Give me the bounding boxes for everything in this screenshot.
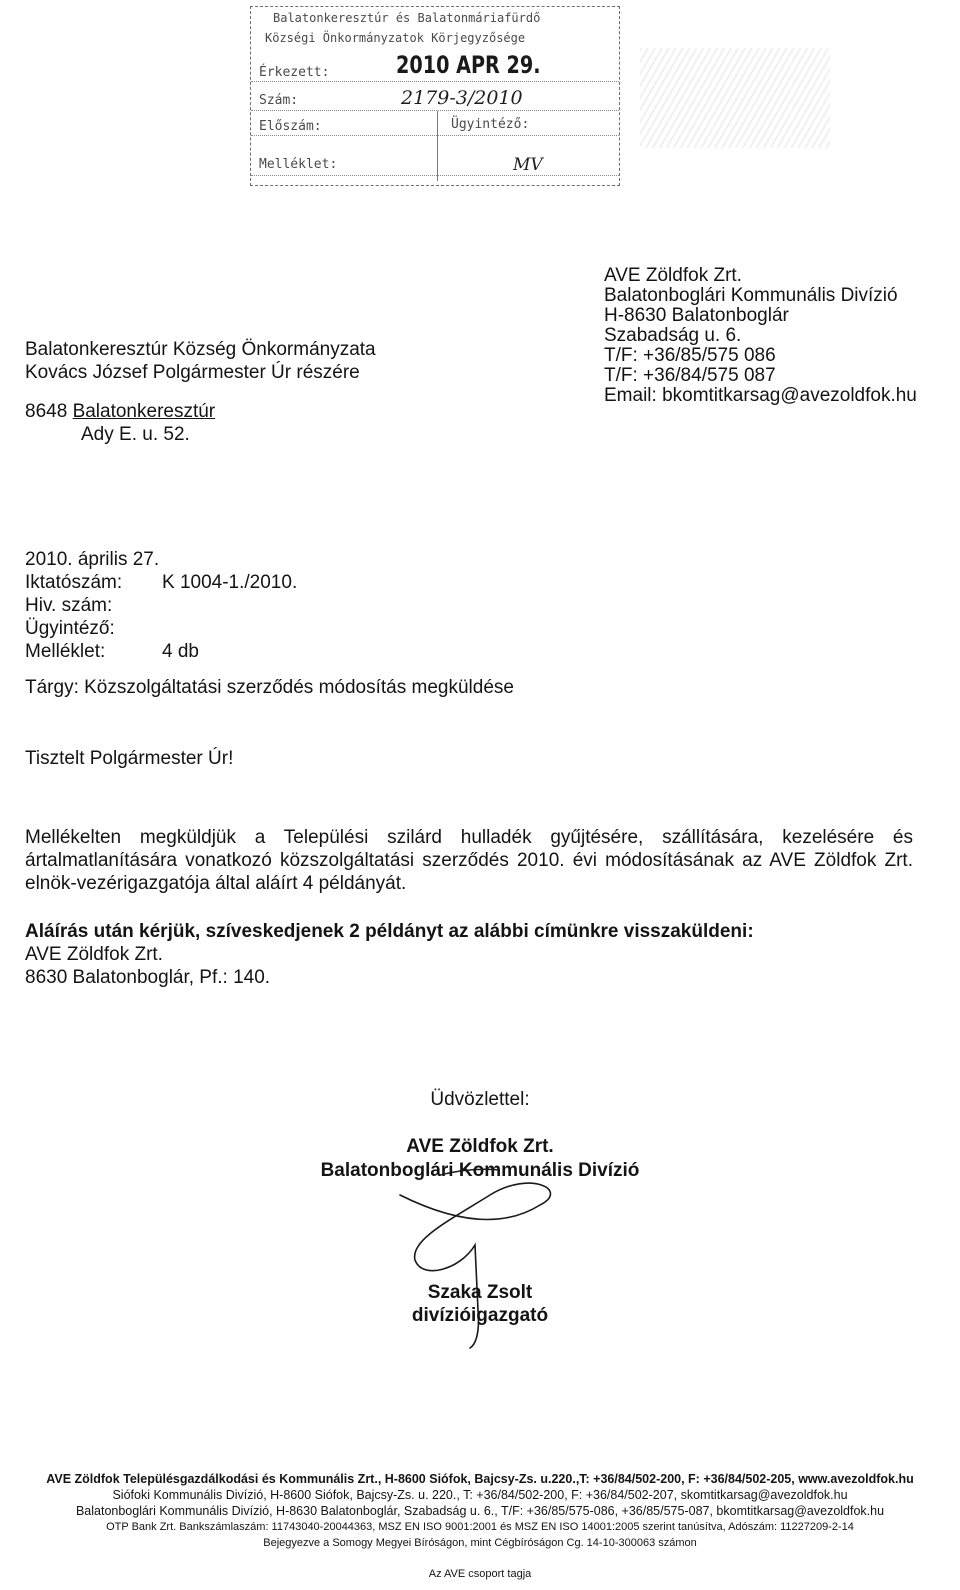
recipient-zip: 8648 — [25, 401, 68, 422]
letter-subject: Tárgy: Közszolgáltatási szerződés módosítás megküldése — [25, 677, 514, 698]
sender-email: Email: bkomtitkarsag@avezoldfok.hu — [604, 385, 917, 406]
request-text: Aláírás után kérjük, szíveskedjenek 2 példányt az alábbi címünkre visszaküldeni: — [25, 921, 754, 942]
recipient-city-line — [25, 400, 376, 423]
stamp-initials: MV — [513, 155, 543, 175]
ref-value: K 1004-1./2010. — [162, 572, 298, 593]
signer-name: Szaka Zsolt — [427, 1282, 533, 1303]
footer-group-line: Az AVE csoport tagja — [428, 1568, 532, 1580]
footer-bank-line: OTP Bank Zrt. Bankszámlaszám: 11743040-20044363, MSZ EN ISO 9001:2001 és MSZ EN ISO 14001:2005 szerint tanúsítva, Adószám: 11227209-2-14 — [106, 1521, 854, 1533]
stamp-header-1: Balatonkeresztúr és Balatonmáriafürdő — [273, 11, 541, 25]
sender-phone-1: T/F: +36/85/575 086 — [604, 345, 776, 366]
stamp-number-value: 2179-3/2010 — [401, 87, 523, 109]
stamp-number-label: Szám: — [259, 93, 299, 108]
recipient-city: Balatonkeresztúr — [72, 401, 216, 422]
return-request — [25, 920, 754, 989]
stamp-subject-label: Előszám: — [259, 119, 322, 134]
return-company: AVE Zöldfok Zrt. — [25, 944, 163, 965]
stamp-received-date: 2010 APR 29. — [396, 51, 541, 79]
stamp-header-2: Községi Önkormányzatok Körjegyzősége — [265, 31, 526, 45]
sender-city: H-8630 Balatonboglár — [604, 305, 789, 326]
footer-company-line: AVE Zöldfok Településgazdálkodási és Kommunális Zrt., H-8600 Siófok, Bajcsy-Zs. u.220.,T: +36/84/502-200, F: +36/84/502-205, www.avezoldfok.hu — [46, 1472, 914, 1486]
body-paragraph: Mellékelten megküldjük a Települési szilárd hulladék gyűjtésére, szállítására, kezelésére és ártalmatlanítására vonatkozó közszolgáltatási szerződés 2010. évi módosításának az AVE Zöldfok Zrt. elnök-vezérigazgatója által aláírt 4 példányát. — [25, 827, 913, 894]
attachment-value: 4 db — [162, 641, 199, 662]
handler-label: Ügyintéző: — [25, 618, 115, 639]
footer-balatonboglar-line: Balatonboglári Kommunális Divízió, H-8630 Balatonboglár, Szabadság u. 6., T/F: +36/85/575-086, +36/85/575-087, bkomtitkarsag@avezoldfok.hu — [75, 1504, 885, 1518]
letter-meta — [25, 548, 297, 663]
sender-phone-2: T/F: +36/84/575 087 — [604, 365, 776, 386]
recipient-address — [25, 338, 376, 446]
attachment-label: Melléklet: — [25, 641, 106, 662]
stamp-received-label: Érkezett: — [259, 65, 330, 80]
closing-division: Balatonboglári Kommunális Divízió — [320, 1160, 640, 1181]
recipient-street: Ady E. u. 52. — [81, 424, 190, 445]
faded-stamp-mark — [640, 48, 830, 148]
sender-company: AVE Zöldfok Zrt. — [604, 265, 742, 286]
sender-street: Szabadság u. 6. — [604, 325, 742, 346]
stamp-attachment-label: Melléklet: — [259, 157, 338, 172]
footer-registry-line: Bejegyezve a Somogy Megyei Bíróságon, mint Cégbíróságon Cg. 14-10-300063 számon — [263, 1537, 697, 1549]
footer-siofok-line: Siófoki Kommunális Divízió, H-8600 Siófok, Bajcsy-Zs. u. 220., T: +36/84/502-200, F: +36/84/502-207, skomtitkarsag@avezoldfok.hu — [112, 1488, 848, 1502]
stamp-handler-label: Ügyintéző: — [451, 117, 530, 132]
recipient-person: Kovács József Polgármester Úr részére — [25, 362, 360, 383]
sender-division: Balatonboglári Kommunális Divízió — [604, 285, 898, 306]
signer-title: divízióigazgató — [411, 1305, 549, 1326]
ref-label: Iktatószám: — [25, 572, 123, 593]
recipient-organization: Balatonkeresztúr Község Önkormányzata — [25, 339, 376, 360]
sender-address — [604, 266, 917, 406]
closing-company: AVE Zöldfok Zrt. — [406, 1136, 554, 1157]
return-address: 8630 Balatonboglár, Pf.: 140. — [25, 967, 271, 988]
greeting: Üdvözlettel: — [430, 1089, 530, 1110]
salutation: Tisztelt Polgármester Úr! — [25, 748, 234, 769]
registration-stamp — [250, 6, 620, 186]
letter-date: 2010. április 27. — [25, 549, 160, 570]
hiv-label: Hiv. szám: — [25, 595, 113, 616]
